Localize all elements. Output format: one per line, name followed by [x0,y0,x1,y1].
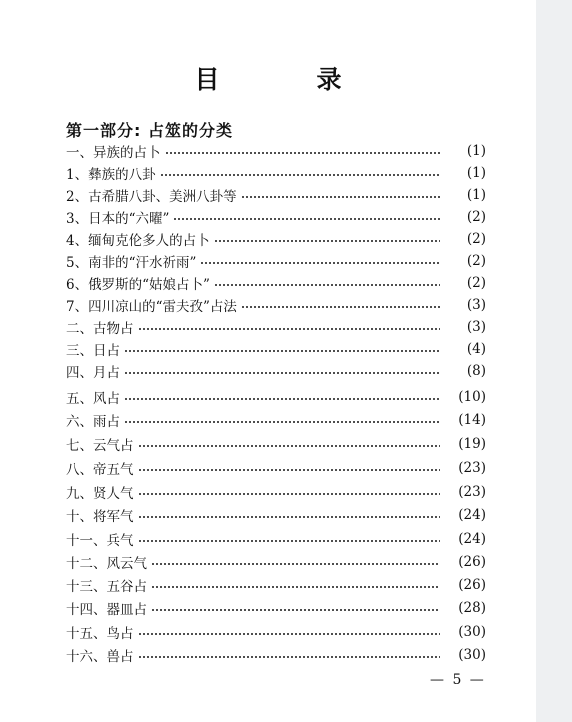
toc-entry[interactable] [66,316,486,338]
dot-leader [151,563,440,565]
toc-entry-label: 二、古物占 [66,321,134,337]
toc-entry-page: (30) [458,624,486,640]
toc-entry-page: (8) [466,363,486,379]
toc-entry-label: 十六、兽占 [66,649,134,665]
dot-leader [160,174,440,176]
dot-leader [173,218,440,220]
dot-leader [124,372,440,374]
toc-entry-page: (19) [458,436,486,452]
dot-leader [138,445,441,447]
toc-entry[interactable] [66,574,486,596]
toc-entry-label: 6、俄罗斯的“姑娘占卜” [66,277,210,293]
toc-entry-page: (23) [458,484,486,500]
toc-entry[interactable] [66,504,486,526]
dot-leader [138,469,441,471]
toc-entry-label: 十四、器皿占 [66,602,147,618]
dot-leader [151,586,440,588]
toc-entry[interactable] [66,250,486,272]
toc-entry[interactable] [66,140,486,162]
toc-entry-page: (2) [466,253,486,269]
toc-entry-label: 十、将军气 [66,509,134,525]
part-title: 第一部分: 占筮的分类 [66,121,233,140]
toc-entry-page: (4) [466,341,486,357]
toc-entry-page: (26) [458,554,486,570]
toc-entry-label: 5、南非的“汗水祈雨” [66,255,197,271]
toc-entry-page: (24) [458,507,486,523]
toc-entry-label: 四、月占 [66,365,120,381]
toc-entry[interactable] [66,457,486,479]
toc-entry[interactable] [66,528,486,550]
page-number: — 5 — [430,672,486,688]
dot-leader [151,609,440,611]
toc-entry-page: (2) [466,231,486,247]
dot-leader [200,262,440,264]
dot-leader [214,240,440,242]
toc-entry[interactable] [66,162,486,184]
toc-entry[interactable] [66,228,486,250]
toc-entry-label: 一、异族的占卜 [66,145,161,161]
toc-entry[interactable] [66,551,486,573]
page-title: 目 录 [194,65,378,94]
toc-entry[interactable] [66,360,486,382]
toc-entry-page: (28) [458,600,486,616]
toc-entry[interactable] [66,597,486,619]
toc-entry-page: (23) [458,460,486,476]
toc-entry-label: 1、彝族的八卦 [66,167,156,183]
dot-leader [124,421,440,423]
dot-leader [124,398,440,400]
toc-entry-page: (1) [466,187,486,203]
dot-leader [241,196,440,198]
toc-entry-page: (3) [466,297,486,313]
toc-entry[interactable] [66,338,486,360]
toc-entry[interactable] [66,386,486,408]
toc-entry-page: (26) [458,577,486,593]
dot-leader [214,284,440,286]
toc-entry-page: (10) [458,389,486,405]
toc-entry-page: (2) [466,209,486,225]
toc-entry-label: 十一、兵气 [66,533,134,549]
dot-leader [241,306,440,308]
toc-entry[interactable] [66,294,486,316]
toc-entry-label: 4、缅甸克伦多人的占卜 [66,233,210,249]
toc-entry-label: 2、古希腊八卦、美洲八卦等 [66,189,237,205]
toc-entry-label: 八、帝五气 [66,462,134,478]
toc-entry-label: 九、贤人气 [66,486,134,502]
toc-entry-label: 五、风占 [66,391,120,407]
toc-entry-page: (2) [466,275,486,291]
toc-entry[interactable] [66,644,486,666]
toc-entry[interactable] [66,409,486,431]
viewer-margin [536,0,572,722]
toc-entry-label: 三、日占 [66,343,120,359]
toc-entry[interactable] [66,184,486,206]
toc-entry-label: 7、四川凉山的“雷夫孜”占法 [66,299,237,315]
toc-entry[interactable] [66,206,486,228]
dot-leader [138,516,441,518]
dot-leader [138,656,441,658]
toc-entry-page: (1) [466,165,486,181]
toc-entry-page: (14) [458,412,486,428]
dot-leader [165,152,441,154]
toc-entry[interactable] [66,272,486,294]
dot-leader [124,350,440,352]
toc-entry-label: 七、云气占 [66,438,134,454]
toc-entry[interactable] [66,481,486,503]
toc-entry-label: 十三、五谷占 [66,579,147,595]
toc-entry-page: (3) [466,319,486,335]
toc-entry[interactable] [66,433,486,455]
toc-entry-label: 十五、鸟占 [66,626,134,642]
toc-entry-label: 六、雨占 [66,414,120,430]
toc-entry-label: 3、日本的“六曜” [66,211,170,227]
toc-entry-page: (1) [466,143,486,159]
toc-entry-page: (24) [458,531,486,547]
dot-leader [138,493,441,495]
toc-entry[interactable] [66,621,486,643]
toc-entry-label: 十二、风云气 [66,556,147,572]
toc-entry-page: (30) [458,647,486,663]
dot-leader [138,633,441,635]
dot-leader [138,540,441,542]
dot-leader [138,328,441,330]
